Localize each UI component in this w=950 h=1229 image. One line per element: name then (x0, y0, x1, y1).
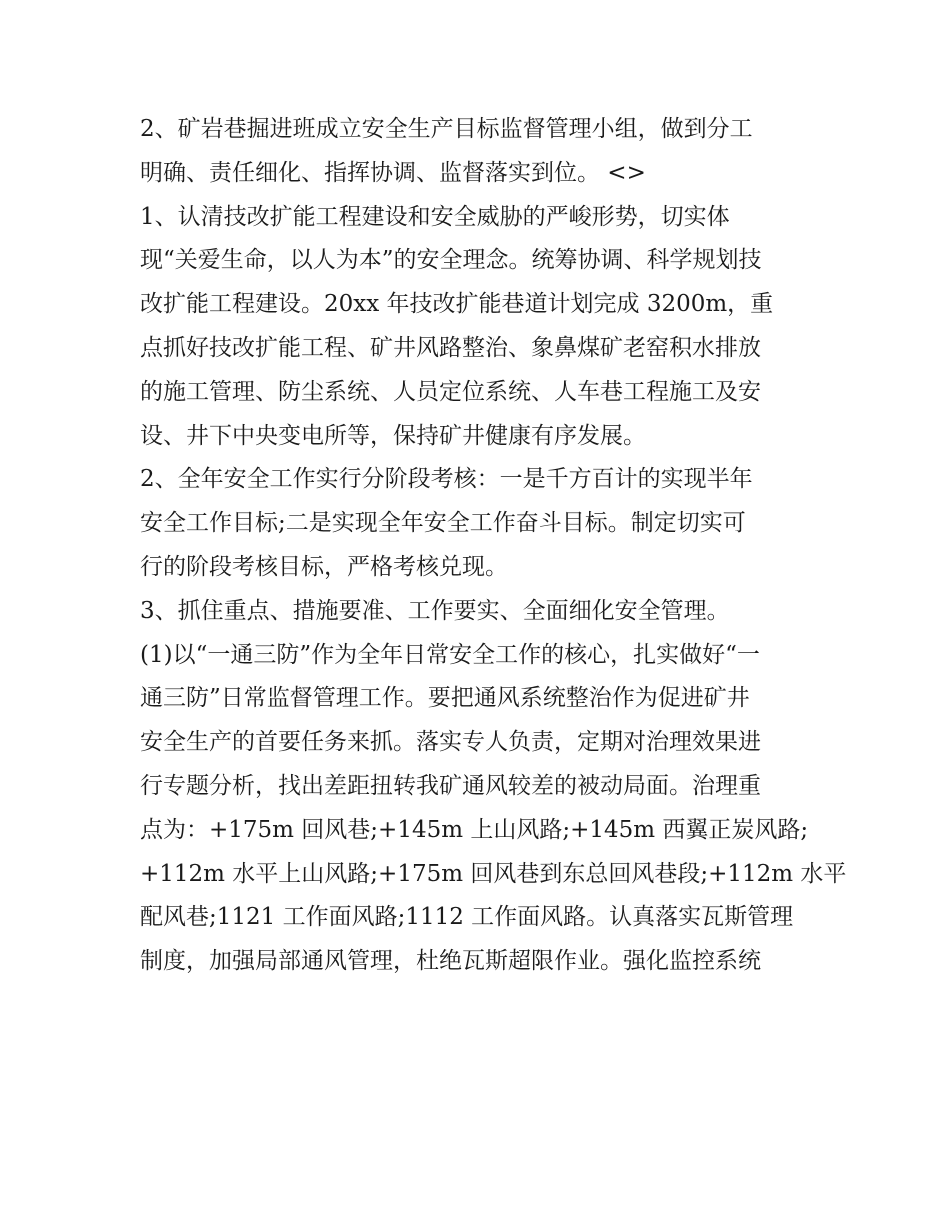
text-line: 行专题分析，找出差距扭转我矿通风较差的被动局面。治理重 (140, 772, 761, 799)
text-line: 点抓好技改扩能工程、矿井风路整治、象鼻煤矿老窑积水排放 (140, 334, 761, 361)
text-line: 制度，加强局部通风管理，杜绝瓦斯超限作业。强化监控系统 (140, 948, 761, 975)
text-line: 设、井下中央变电所等，保持矿井健康有序发展。 (140, 422, 646, 449)
paragraph (140, 196, 820, 459)
text-line: 改扩能工程建设。20xx 年技改扩能巷道计划完成 3200m，重 (140, 291, 774, 318)
text-line: 的施工管理、防尘系统、人员定位系统、人车巷工程施工及安 (140, 378, 761, 405)
text-line: 行的阶段考核目标，严格考核兑现。 (140, 553, 508, 580)
text-line: 安全工作目标;二是实现全年安全工作奋斗目标。制定切实可 (140, 510, 746, 537)
text-line: (1)以“一通三防”作为全年日常安全工作的核心，扎实做好“一 (140, 641, 760, 668)
text-line: 2、矿岩巷掘进班成立安全生产目标监督管理小组，做到分工 (140, 116, 753, 142)
text-line: 明确、责任细化、指挥协调、监督落实到位。 <> (140, 159, 646, 186)
paragraph (140, 458, 820, 589)
text-line: 1、认清技改扩能工程建设和安全威胁的严峻形势，切实体 (140, 203, 730, 230)
document-body (140, 108, 847, 984)
paragraph (140, 634, 847, 984)
text-line: 通三防”日常监督管理工作。要把通风系统整治作为促进矿井 (140, 685, 750, 712)
paragraph (140, 590, 820, 634)
text-line: 配风巷;1121 工作面风路;1112 工作面风路。认真落实瓦斯管理 (140, 904, 794, 931)
text-line: 点为：+175m 回风巷;+145m 上山风路;+145m 西翼正炭风路; (140, 816, 809, 843)
paragraph (140, 108, 820, 196)
text-line: 2、全年安全工作实行分阶段考核：一是千方百计的实现半年 (140, 466, 753, 493)
text-line: 现“关爱生命，以人为本”的安全理念。统筹协调、科学规划技 (140, 247, 762, 274)
text-line: 3、抓住重点、措施要准、工作要实、全面细化安全管理。 (140, 597, 730, 624)
text-line: +112m 水平上山风路;+175m 回风巷到东总回风巷段;+112m 水平 (140, 860, 847, 887)
text-line: 安全生产的首要任务来抓。落实专人负责，定期对治理效果进 (140, 729, 761, 756)
